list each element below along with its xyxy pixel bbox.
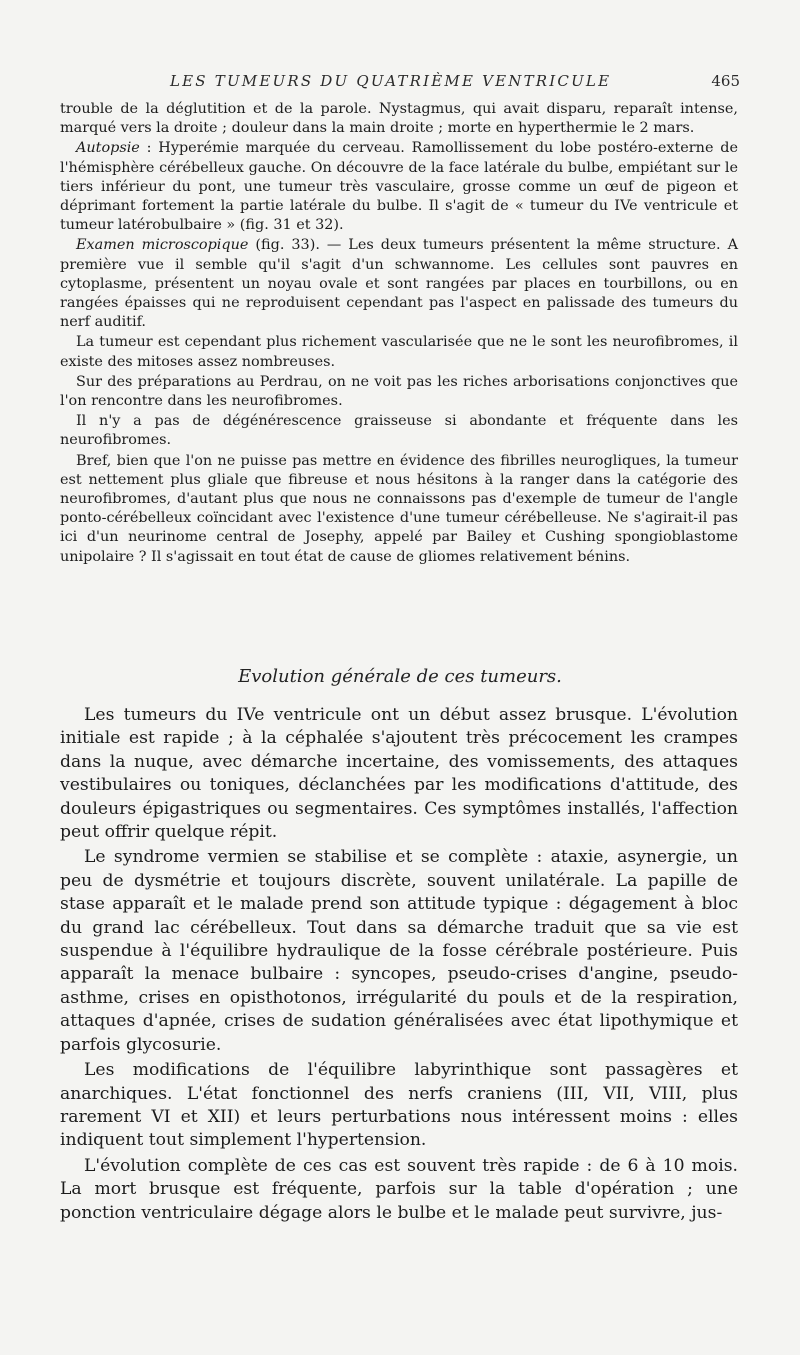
autopsy-paragraph <box>60 139 738 235</box>
case-report <box>60 100 738 567</box>
section-paragraph-1: Les tumeurs du IVe ventricule ont un début assez brusque. L'évolution initiale est rapide ; à la céphalée s'ajoutent très précocement les crampes dans la nuque, avec démarche incertaine, des vomissements, des attaques vestibulaires ou toniques, déclanchées par les modifications d'attitude, des douleurs épigastriques ou segmentaires. Ces symptômes installés, l'affection peut offrir quelque répit. <box>60 705 738 843</box>
section-heading: Evolution générale de ces tumeurs. <box>238 666 562 687</box>
microscopy-text: (fig. 33). — Les deux tumeurs présentent la même structure. A première vue il semble qu'il s'agit d'un schwannome. Les cellules sont pauvres en cytoplasme, présentent un noyau ovale et sont rangées par places en tourbillons, ou en rangées épaisses qui ne reproduisent cependant pas l'aspect en palissade des tumeurs du nerf auditif. <box>60 237 738 331</box>
autopsy-text: : Hyperémie marquée du cerveau. Ramollissement du lobe postéro-externe de l'hémisphère cérébelleux gauche. On découvre de la face latérale du bulbe, empiétant sur le tiers inférieur du pont, une tumeur très vasculaire, grosse comme un œuf de pigeon et déprimant fortement la partie latérale du bulbe. Il s'agit de « tumeur du IVe ventricule et tumeur latérobulbaire » (fig. 31 et 32). <box>60 140 738 234</box>
running-title: LES TUMEURS DU QUATRIÈME VENTRICULE <box>170 72 612 90</box>
section-paragraph-3: Les modifications de l'équilibre labyrinthique sont passagères et anarchiques. L'état fonctionnel des nerfs craniens (III, VII, VIII, plus rarement VI et XII) et leurs perturbations nous intéressent moins : elles indiquent tout simplement l'hypertension. <box>60 1060 738 1151</box>
section-paragraph-2: Le syndrome vermien se stabilise et se complète : ataxie, asynergie, un peu de dysmétrie et toujours discrète, souvent unilatérale. La papille de stase apparaît et le malade prend son attitude typique : dégagement à bloc du grand lac cérébelleux. Tout dans sa démarche traduit que sa vie est suspendue à l'équilibre hydraulique de la fosse cérébrale postérieure. Puis apparaît la menace bulbaire : syncopes, pseudo-crises d'angine, pseudo-asthme, crises en opisthotonos, irrégularité du pouls et de la respiration, attaques d'apnée, crises de sudation généralisées avec état lipothymique et parfois glycosurie. <box>60 847 738 1055</box>
section-body <box>60 704 738 1225</box>
case-paragraph-6: Il n'y a pas de dégénérescence graisseuse si abondante et fréquente dans les neurofibromes. <box>60 413 738 449</box>
microscopy-paragraph <box>60 236 738 332</box>
section-paragraph-4: L'évolution complète de ces cas est souvent très rapide : de 6 à 10 mois. La mort brusque est fréquente, parfois sur la table d'opération ; une ponction ventriculaire dégage alors le bulbe et le malade peut survivre, jus- <box>60 1155 738 1223</box>
autopsy-label: Autopsie <box>76 140 140 157</box>
case-paragraph-5: Sur des préparations au Perdrau, on ne voit pas les riches arborisations conjonctives que l'on rencontre dans les neurofibromes. <box>60 373 738 410</box>
page-header <box>170 72 740 94</box>
case-paragraph-1: trouble de la déglutition et de la parole. Nystagmus, qui avait disparu, reparaît intense, marqué vers la droite ; douleur dans la main droite ; morte en hyperthermie le 2 mars. <box>60 101 738 137</box>
case-paragraph-7: Bref, bien que l'on ne puisse pas mettre en évidence des fibrilles neurogliques, la tumeur est nettement plus gliale que fibreuse et nous hésitons à la ranger dans la catégorie des neurofibromes, d'autant plus que nous ne connaissons pas d'exemple de tumeur de l'angle ponto-cérébelleux coïncidant avec l'existence d'une tumeur cérébelleuse. Ne s'agirait-il pas ici d'un neurinome central de Josephy, appelé par Bailey et Cushing spongioblastome unipolaire ? Il s'agissait en tout état de cause de gliomes relativement bénins. <box>60 452 738 565</box>
case-paragraph-4: La tumeur est cependant plus richement vascularisée que ne le sont les neurofibromes, il existe des mitoses assez nombreuses. <box>60 334 738 370</box>
microscopy-label: Examen microscopique <box>76 237 249 254</box>
page-number: 465 <box>711 72 740 90</box>
